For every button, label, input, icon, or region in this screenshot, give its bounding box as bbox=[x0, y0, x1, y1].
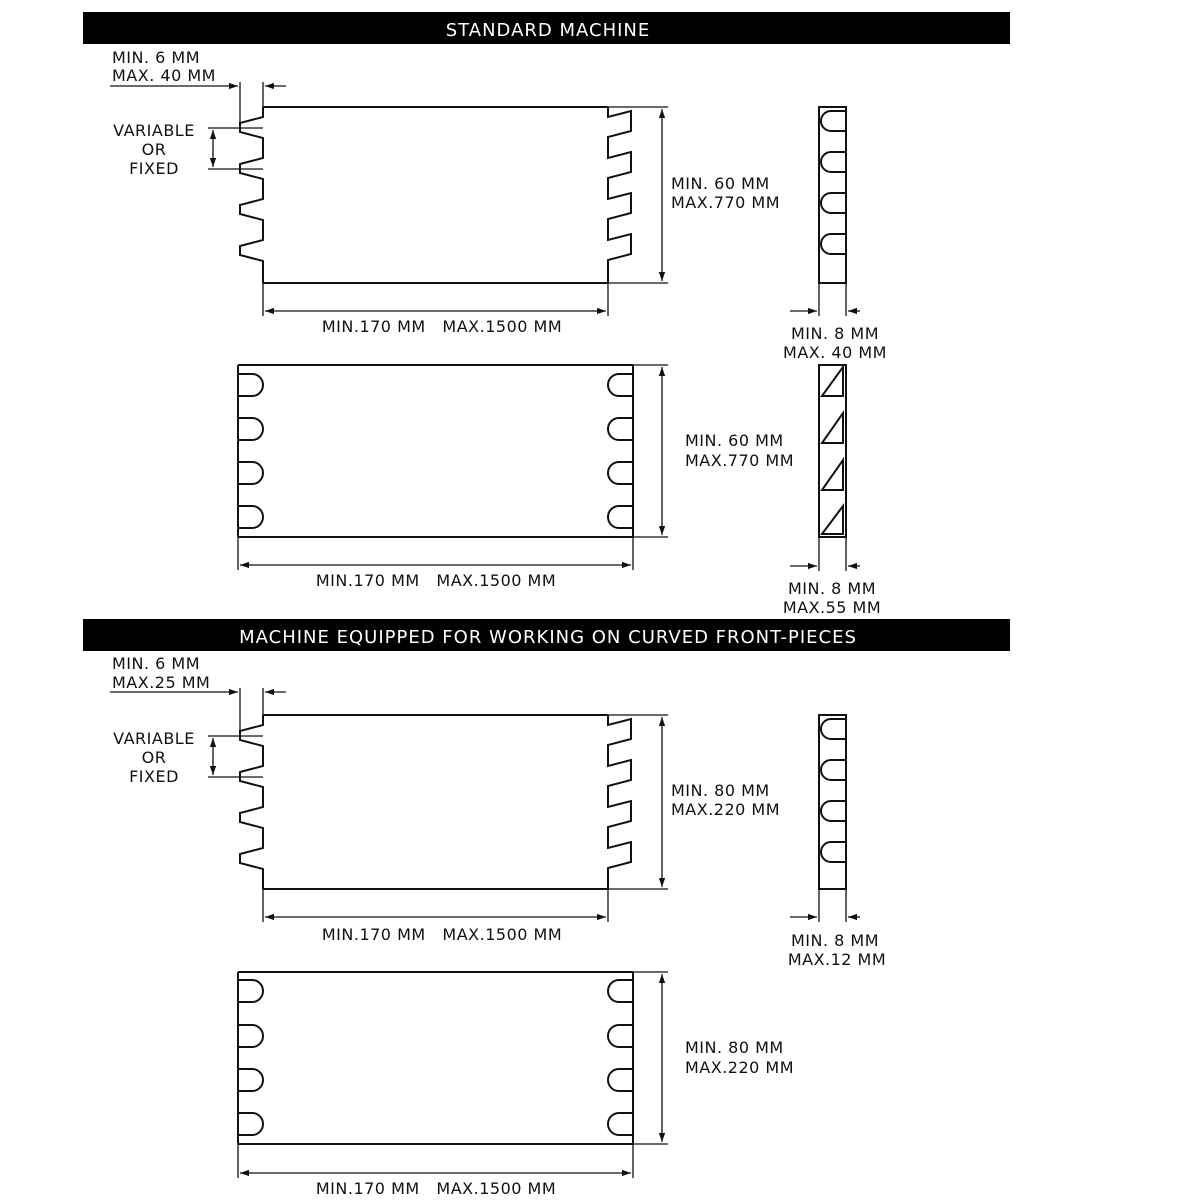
curved-pitch-label-1: VARIABLE bbox=[113, 729, 195, 748]
standard-round-thickness-dimension bbox=[790, 537, 860, 571]
curved-header-title: MACHINE EQUIPPED FOR WORKING ON CURVED FRONT-PIECES bbox=[239, 627, 857, 648]
standard-pitch-label-2: OR bbox=[141, 140, 167, 159]
curved-pitch-label-3: FIXED bbox=[129, 767, 179, 786]
standard-round-width-dimension bbox=[238, 537, 633, 570]
standard-round-thickness-max: MAX.55 MM bbox=[782, 598, 882, 617]
standard-round-thickness-min: MIN. 8 MM bbox=[787, 579, 877, 598]
curved-round-height-max: MAX.220 MM bbox=[685, 1058, 795, 1077]
standard-width-label: MIN.170 MM MAX.1500 MM bbox=[321, 317, 563, 336]
standard-round-width-label: MIN.170 MM MAX.1500 MM bbox=[315, 571, 557, 590]
standard-height-min: MIN. 60 MM bbox=[671, 174, 770, 193]
curved-thickness-min: MIN. 8 MM bbox=[790, 931, 880, 950]
standard-thickness-max: MAX. 40 MM bbox=[783, 343, 887, 362]
standard-round-height-min: MIN. 60 MM bbox=[685, 431, 784, 450]
standard-round-height-max: MAX.770 MM bbox=[685, 451, 795, 470]
curved-height-min: MIN. 80 MM bbox=[671, 781, 770, 800]
curved-pitch-label-2: OR bbox=[141, 748, 167, 767]
curved-depth-dimension bbox=[110, 688, 286, 731]
standard-pitch-label-3: FIXED bbox=[129, 159, 179, 178]
standard-header-title: STANDARD MACHINE bbox=[445, 20, 651, 41]
curved-round-panel bbox=[238, 972, 633, 1144]
standard-width-dimension bbox=[263, 283, 608, 316]
curved-thickness-max: MAX.12 MM bbox=[787, 950, 887, 969]
curved-height-dimension bbox=[608, 715, 668, 889]
standard-dovetail-panel bbox=[240, 107, 631, 283]
curved-height-max: MAX.220 MM bbox=[671, 800, 781, 819]
curved-round-height-min: MIN. 80 MM bbox=[685, 1038, 784, 1057]
standard-height-dimension bbox=[608, 107, 668, 283]
curved-dovetail-panel bbox=[240, 715, 631, 889]
standard-pitch-dimension bbox=[208, 128, 263, 169]
curved-depth-min: MIN. 6 MM bbox=[112, 654, 201, 673]
standard-height-max: MAX.770 MM bbox=[671, 193, 781, 212]
curved-width-dimension bbox=[263, 889, 608, 922]
standard-round-side-view bbox=[819, 365, 846, 537]
standard-depth-max: MAX. 40 MM bbox=[112, 66, 216, 85]
curved-dovetail-side-view bbox=[819, 715, 846, 889]
standard-depth-min: MIN. 6 MM bbox=[112, 48, 201, 67]
standard-pitch-label-1: VARIABLE bbox=[113, 121, 195, 140]
curved-round-width-label: MIN.170 MM MAX.1500 MM bbox=[315, 1179, 557, 1198]
standard-thickness-min: MIN. 8 MM bbox=[790, 324, 880, 343]
standard-dovetail-side-view bbox=[819, 107, 846, 283]
standard-round-panel bbox=[238, 365, 633, 537]
curved-thickness-dimension bbox=[790, 889, 860, 922]
curved-width-label: MIN.170 MM MAX.1500 MM bbox=[321, 925, 563, 944]
standard-round-height-dimension bbox=[633, 365, 668, 537]
curved-round-width-dimension bbox=[238, 1144, 633, 1178]
curved-round-height-dimension bbox=[633, 972, 668, 1144]
curved-pitch-dimension bbox=[208, 736, 263, 777]
standard-depth-dimension bbox=[110, 82, 286, 123]
curved-depth-max: MAX.25 MM bbox=[112, 673, 211, 692]
standard-thickness-dimension bbox=[790, 283, 860, 316]
